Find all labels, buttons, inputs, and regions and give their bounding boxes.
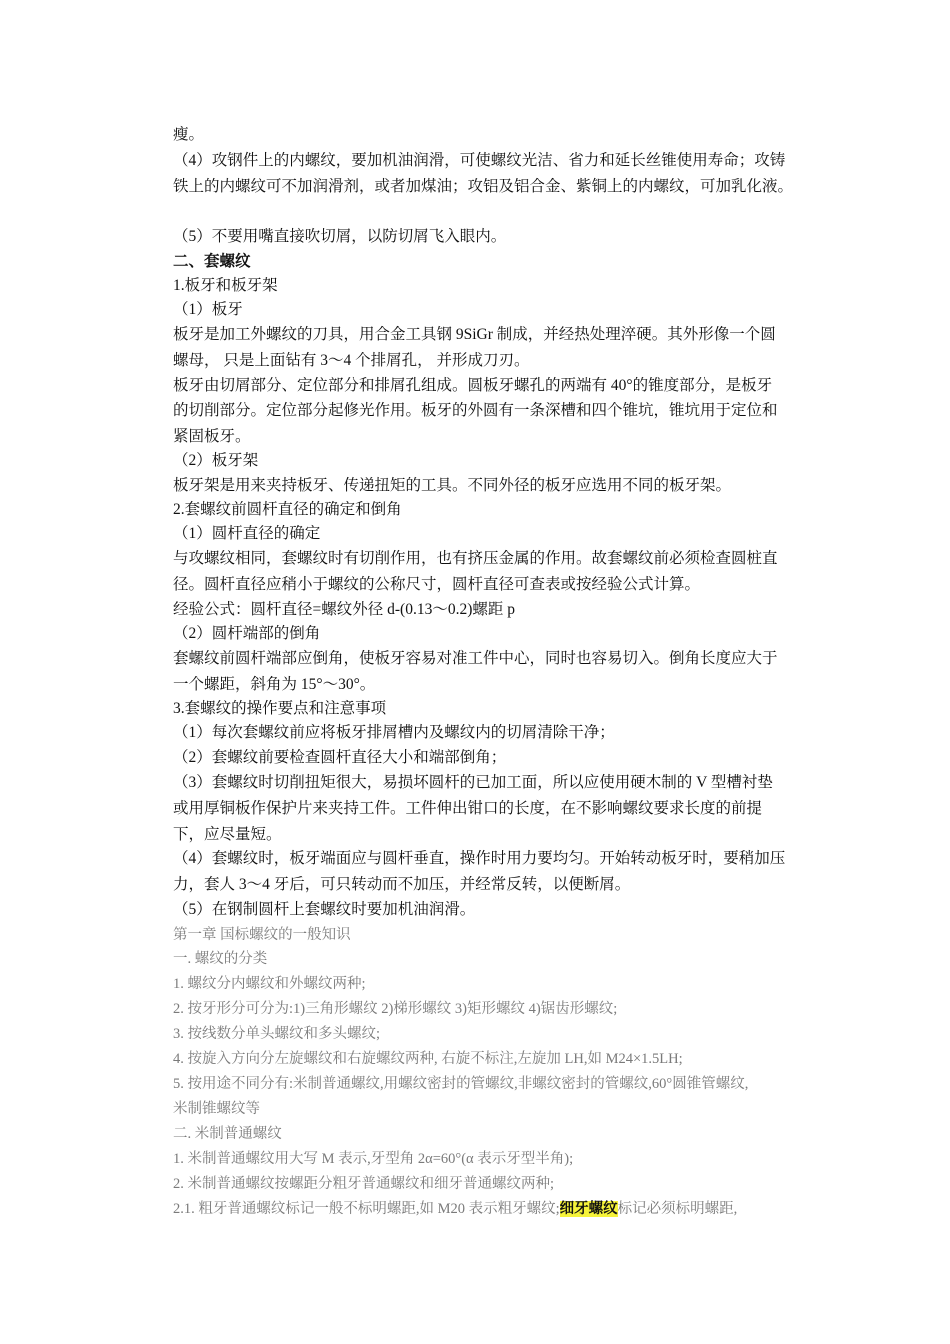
text-line: 2.套螺纹前圆杆直径的确定和倒角 (173, 501, 402, 518)
text-line: （2）板牙架 (173, 452, 259, 469)
text-line: （5）在钢制圆杆上套螺纹时要加机油润滑。 (173, 901, 476, 918)
text-line: 1. 米制普通螺纹用大写 M 表示,牙型角 2α=60°(α 表示牙型半角); (173, 1151, 574, 1167)
chapter-title: 第一章 国标螺纹的一般知识 (173, 927, 351, 943)
text-line: 力，套人 3～4 牙后，可只转动而不加压，并经常反转，以便断屑。 (173, 876, 631, 893)
text-segment: 2.1. 粗牙普通螺纹标记一般不标明螺距,如 M20 表示粗牙螺纹; (173, 1201, 560, 1217)
text-line: （3）套螺纹时切削扭矩很大，易损坏圆杆的已加工面，所以应使用硬木制的 V 型槽衬垫 (173, 774, 773, 791)
text-line: 的切削部分。定位部分起修光作用。板牙的外圆有一条深槽和四个锥坑，锥坑用于定位和 (173, 402, 778, 419)
text-line: 一. 螺纹的分类 (173, 951, 268, 967)
section-heading: 二、套螺纹 (173, 253, 251, 270)
text-line: （1）每次套螺纹前应将板牙排屑槽内及螺纹内的切屑清除干净； (173, 724, 615, 741)
text-line: 瘦。 (173, 126, 205, 143)
text-line: 或用厚铜板作保护片来夹持工件。工件伸出钳口的长度，在不影响螺纹要求长度的前提 (173, 800, 763, 817)
text-line: 一个螺距，斜角为 15°～30°。 (173, 676, 376, 693)
text-line: 5. 按用途不同分有:米制普通螺纹,用螺纹密封的管螺纹,非螺纹密封的管螺纹,60°圆锥管螺纹, (173, 1076, 749, 1092)
text-line: （2）套螺纹前要检查圆杆直径大小和端部倒角； (173, 749, 507, 766)
text-line: 板牙是加工外螺纹的刀具，用合金工具钢 9SiGr 制成，并经热处理淬硬。其外形像一个圆 (173, 326, 776, 343)
text-line: 1. 螺纹分内螺纹和外螺纹两种; (173, 976, 366, 992)
highlighted-term: 细牙螺纹 (559, 1201, 618, 1217)
text-line: 径。圆杆直径应稍小于螺纹的公称尺寸，圆杆直径可查表或按经验公式计算。 (173, 576, 701, 593)
text-line: （1）圆杆直径的确定 (173, 525, 321, 542)
text-line: 2. 按牙形分可分为:1)三角形螺纹 2)梯形螺纹 3)矩形螺纹 4)锯齿形螺纹; (173, 1001, 618, 1017)
text-line: 与攻螺纹相同，套螺纹时有切削作用，也有挤压金属的作用。故套螺纹前必须检查圆桩直 (173, 550, 778, 567)
text-line: 经验公式：圆杆直径=螺纹外径 d-(0.13～0.2)螺距 p (173, 601, 515, 618)
text-line: 1.板牙和板牙架 (173, 277, 278, 294)
text-line: 4. 按旋入方向分左旋螺纹和右旋螺纹两种, 右旋不标注,左旋加 LH,如 M24×1.5LH; (173, 1051, 683, 1067)
text-line: 板牙架是用来夹持板牙、传递扭矩的工具。不同外径的板牙应选用不同的板牙架。 (173, 477, 732, 494)
text-line: （4）套螺纹时，板牙端面应与圆杆垂直，操作时用力要均匀。开始转动板牙时，要稍加压 (173, 850, 786, 867)
text-line: （5）不要用嘴直接吹切屑，以防切屑飞入眼内。 (173, 228, 507, 245)
text-line: 板牙由切屑部分、定位部分和排屑孔组成。圆板牙螺孔的两端有 40°的锥度部分，是板牙 (173, 377, 773, 394)
text-line: 3. 按线数分单头螺纹和多头螺纹; (173, 1026, 381, 1042)
text-line: （4）攻钢件上的内螺纹，要加机油润滑，可使螺纹光洁、省力和延长丝锥使用寿命；攻铸 (173, 152, 786, 169)
text-segment: 标记必须标明螺距, (617, 1201, 738, 1217)
text-line: （1）板牙 (173, 301, 243, 318)
text-line: 米制锥螺纹等 (173, 1101, 260, 1117)
text-line: 套螺纹前圆杆端部应倒角，使板牙容易对准工件中心，同时也容易切入。倒角长度应大于 (173, 650, 778, 667)
text-line: 下，应尽量短。 (173, 826, 282, 843)
text-line: 2. 米制普通螺纹按螺距分粗牙普通螺纹和细牙普通螺纹两种; (173, 1176, 555, 1192)
text-line: 3.套螺纹的操作要点和注意事项 (173, 700, 387, 717)
text-line: 螺母， 只是上面钻有 3～4 个排屑孔， 并形成刀刃。 (173, 352, 530, 369)
text-line: 二. 米制普通螺纹 (173, 1126, 282, 1142)
text-line: 紧固板牙。 (173, 428, 251, 445)
text-line (173, 1200, 823, 1218)
text-line: （2）圆杆端部的倒角 (173, 625, 321, 642)
text-line: 铁上的内螺纹可不加润滑剂，或者加煤油；攻铝及铝合金、紫铜上的内螺纹，可加乳化液。 (173, 178, 794, 195)
